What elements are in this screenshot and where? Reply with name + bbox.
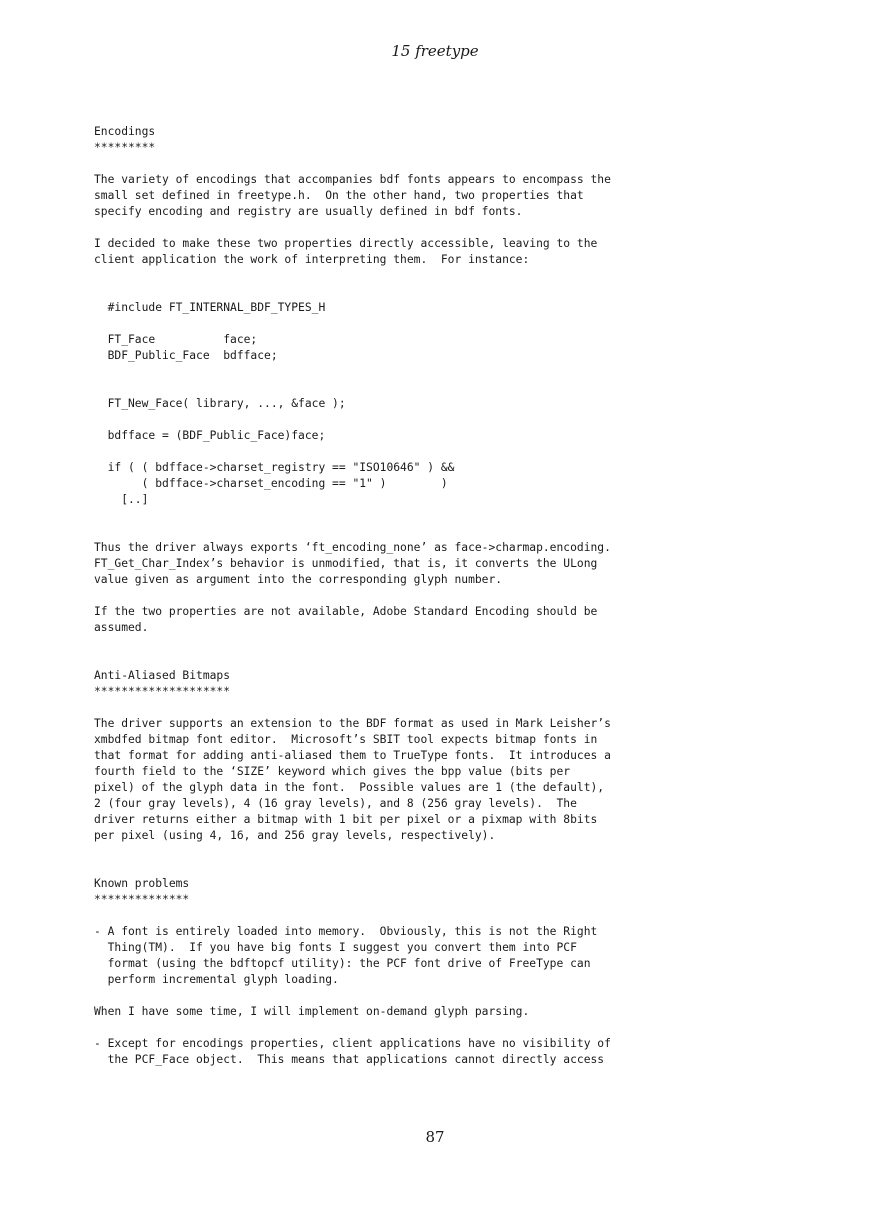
text-line: ********* xyxy=(94,141,156,154)
text-line: FT_Get_Char_Index’s behavior is unmodified, that is, it converts the ULong xyxy=(94,557,598,570)
blank-line xyxy=(94,412,754,428)
blank-line xyxy=(94,284,754,300)
text-line: assumed. xyxy=(94,621,149,634)
text-line: FT_Face face; xyxy=(94,333,258,346)
text-line: If the two properties are not available, Adobe Standard Encoding should be xyxy=(94,605,598,618)
text-line: The variety of encodings that accompanies bdf fonts appears to encompass the xyxy=(94,173,611,186)
blank-line xyxy=(94,380,754,396)
text-line: pixel) of the glyph data in the font. Possible values are 1 (the default), xyxy=(94,781,605,794)
blank-line xyxy=(94,652,754,668)
blank-line xyxy=(94,268,754,284)
text-line: value given as argument into the corresponding glyph number. xyxy=(94,573,503,586)
text-line: perform incremental glyph loading. xyxy=(94,973,339,986)
text-line: FT_New_Face( library, ..., &face ); xyxy=(94,397,346,410)
text-line: Known problems xyxy=(94,877,190,890)
text-line: - Except for encodings properties, client applications have no visibility of xyxy=(94,1037,611,1050)
blank-line xyxy=(94,700,754,716)
text-line: specify encoding and registry are usually defined in bdf fonts. xyxy=(94,205,523,218)
text-line: bdfface = (BDF_Public_Face)face; xyxy=(94,429,326,442)
document-body xyxy=(94,124,754,1068)
text-line: ************** xyxy=(94,893,190,906)
text-line: Encodings xyxy=(94,125,156,138)
blank-line xyxy=(94,588,754,604)
text-line: [..] xyxy=(94,493,149,506)
text-line: Anti-Aliased Bitmaps xyxy=(94,669,231,682)
text-line: I decided to make these two properties directly accessible, leaving to the xyxy=(94,237,598,250)
text-line: ( bdfface->charset_encoding == "1" ) ) xyxy=(94,477,448,490)
text-line: Thus the driver always exports ‘ft_encoding_none’ as face->charmap.encoding. xyxy=(94,541,611,554)
text-line: per pixel (using 4, 16, and 256 gray levels, respectively). xyxy=(94,829,496,842)
blank-line xyxy=(94,636,754,652)
text-line: that format for adding anti-aliased them to TrueType fonts. It introduces a xyxy=(94,749,611,762)
blank-line xyxy=(94,860,754,876)
blank-line xyxy=(94,508,754,524)
page-number: 87 xyxy=(425,1128,445,1146)
text-line: client application the work of interpreting them. For instance: xyxy=(94,253,530,266)
blank-line xyxy=(94,844,754,860)
running-header: 15 freetype xyxy=(391,42,479,60)
blank-line xyxy=(94,1020,754,1036)
text-line: format (using the bdftopcf utility): the PCF font drive of FreeType can xyxy=(94,957,591,970)
blank-line xyxy=(94,908,754,924)
text-line: driver returns either a bitmap with 1 bit per pixel or a pixmap with 8bits xyxy=(94,813,598,826)
text-line: ******************** xyxy=(94,685,231,698)
blank-line xyxy=(94,444,754,460)
text-line: fourth field to the ‘SIZE’ keyword which gives the bpp value (bits per xyxy=(94,765,571,778)
text-line: if ( ( bdfface->charset_registry == "ISO10646" ) && xyxy=(94,461,455,474)
text-line: When I have some time, I will implement on-demand glyph parsing. xyxy=(94,1005,530,1018)
text-line: the PCF_Face object. This means that applications cannot directly access xyxy=(94,1053,605,1066)
text-line: BDF_Public_Face bdfface; xyxy=(94,349,278,362)
text-line: Thing(TM). If you have big fonts I suggest you convert them into PCF xyxy=(94,941,577,954)
blank-line xyxy=(94,156,754,172)
blank-line xyxy=(94,988,754,1004)
blank-line xyxy=(94,524,754,540)
text-line: #include FT_INTERNAL_BDF_TYPES_H xyxy=(94,301,326,314)
text-line: - A font is entirely loaded into memory. Obviously, this is not the Right xyxy=(94,925,598,938)
text-line: 2 (four gray levels), 4 (16 gray levels), and 8 (256 gray levels). The xyxy=(94,797,577,810)
blank-line xyxy=(94,316,754,332)
blank-line xyxy=(94,220,754,236)
blank-line xyxy=(94,364,754,380)
text-line: small set defined in freetype.h. On the other hand, two properties that xyxy=(94,189,584,202)
text-line: The driver supports an extension to the BDF format as used in Mark Leisher’s xyxy=(94,717,611,730)
text-line: xmbdfed bitmap font editor. Microsoft’s SBIT tool expects bitmap fonts in xyxy=(94,733,598,746)
